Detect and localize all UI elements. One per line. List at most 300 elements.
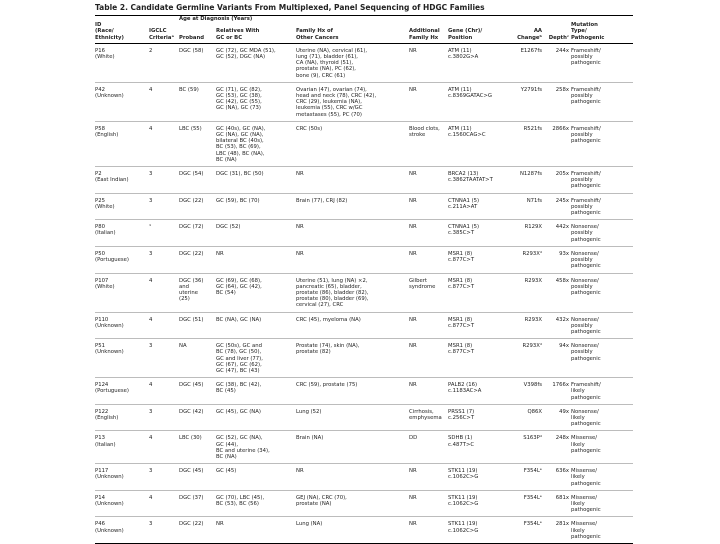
cell-line: Nonsense/ — [571, 316, 599, 323]
cell-relatives-gc-bc — [216, 490, 296, 517]
cell-gene-position — [448, 121, 507, 166]
cell-gene-position — [448, 220, 507, 247]
cell-line: Missense/ — [571, 468, 598, 475]
cell-depth: 281x — [555, 521, 570, 528]
cell-line: cervical (27), CRC — [296, 302, 344, 309]
cell-id — [95, 490, 149, 517]
cell-line: MSR1 (8) — [448, 316, 473, 323]
cell-line: P14 — [95, 494, 105, 501]
cell-line: Missense/ — [571, 521, 598, 528]
cell-line: pathogenic — [571, 263, 601, 270]
cell-line: c.1062C>G — [448, 474, 479, 481]
cell-line: STK11 (19) — [448, 494, 478, 501]
cell-line: likely — [571, 527, 585, 534]
cell-aa-change: F354Lᵉ — [523, 468, 543, 475]
cell-line: pathogenic — [571, 289, 601, 296]
cell-line: and — [179, 283, 189, 290]
cell-line: Lung (NA) — [296, 521, 323, 528]
cell-line: DGC (51) — [179, 316, 204, 323]
cell-aa-change: R293X — [524, 316, 543, 323]
cell-igclc-criteria: 3 — [149, 468, 153, 475]
cell-line: Nonsense/ — [571, 250, 599, 257]
cell-line: (Unknown) — [95, 474, 124, 481]
cell-depth: 636x — [555, 468, 570, 475]
cell-family-hx-other-cancers — [296, 490, 409, 517]
column-header-additional-family-hx — [409, 22, 448, 43]
cell-gene-position — [448, 167, 507, 194]
cell-line: GC or BC — [216, 34, 243, 41]
cell-line: NR — [409, 47, 417, 54]
cell-line: pathogenic — [571, 480, 601, 487]
cell-gene-position — [448, 464, 507, 491]
cell-line: NR — [216, 250, 224, 257]
cell-line: (Portuguese) — [95, 388, 129, 395]
cell-line: lung (71), bladder (61), — [296, 54, 358, 61]
cell-line: GEJ (NA), CRC (70), — [296, 494, 347, 501]
cell-line: GC (59), BC (70) — [216, 197, 260, 204]
cell-id — [95, 273, 149, 312]
cell-id — [95, 246, 149, 273]
cell-line: GC (71), GC (82), — [216, 86, 262, 93]
cell-id — [95, 339, 149, 378]
cell-additional-family-hx — [409, 220, 448, 247]
cell-line: BC (78), GC (50), — [216, 349, 262, 356]
cell-id — [95, 121, 149, 166]
cell-line: MSR1 (8) — [448, 277, 473, 284]
cell-line: syndrome — [409, 283, 436, 290]
cell-gene-position — [448, 193, 507, 220]
cell-line: c.8369GATAC>G — [448, 93, 493, 100]
cell-line: c.487T>C — [448, 441, 475, 448]
cell-line: (Unknown) — [95, 349, 124, 356]
cell-line: pathogenic — [571, 533, 601, 540]
cell-aa-change: Y2791fs — [520, 86, 543, 93]
cell-depth: 205x — [555, 171, 570, 178]
cell-line: GC (67), GC (62), — [216, 361, 262, 368]
cell-line: P16 — [95, 47, 105, 54]
cell-aa-change: F354Lᵉ — [523, 494, 543, 501]
cell-line: P51 — [95, 343, 105, 350]
cell-line: GC (70), LBC (45), — [216, 494, 265, 501]
cell-line: DGC (45) — [179, 382, 204, 389]
cell-line: NA — [179, 343, 187, 350]
cell-line: pathogenic — [571, 138, 601, 145]
cell-proband-age — [179, 246, 216, 273]
cell-line: c.1183AC>A — [448, 388, 482, 395]
cell-line: CRC (50s) — [296, 125, 323, 132]
cell-line: SDHB (1) — [448, 435, 473, 442]
cell-depth: 94x — [559, 343, 570, 350]
cell-family-hx-other-cancers — [296, 273, 409, 312]
cell-gene-position — [448, 82, 507, 121]
cell-additional-family-hx — [409, 464, 448, 491]
cell-line: NR — [409, 468, 417, 475]
cell-proband-age — [179, 431, 216, 464]
cell-line: possibly — [571, 322, 593, 329]
cell-line: Frameshift/ — [571, 86, 601, 93]
cell-line: P42 — [95, 86, 105, 93]
cell-line: c.385C>T — [448, 230, 475, 237]
cell-line: ID — [95, 22, 102, 29]
cell-igclc-criteria: 4 — [149, 277, 153, 284]
cell-line: GC and liver (77), — [216, 355, 263, 362]
table-row — [95, 121, 633, 166]
cell-igclc-criteria: 3 — [149, 408, 153, 415]
cell-igclc-criteria: 2 — [149, 47, 153, 54]
cell-family-hx-other-cancers — [296, 193, 409, 220]
cell-line: GC (45) — [216, 468, 237, 475]
cell-line: NR — [409, 382, 417, 389]
cell-igclc-criteria: 3 — [149, 521, 153, 528]
cell-line: DD — [409, 435, 418, 442]
cell-line: possibly — [571, 257, 593, 264]
table-row — [95, 273, 633, 312]
cell-mutation-type — [571, 431, 633, 464]
age-at-diagnosis-group-header: Age at Diagnosis (Years) — [179, 16, 253, 22]
cell-aa-change: S163Pᵈ — [523, 435, 543, 442]
cell-depth: 2866x — [552, 125, 570, 132]
cell-igclc-criteria: 3 — [149, 250, 153, 257]
cell-line: Frameshift/ — [571, 171, 601, 178]
cell-line: NR — [409, 86, 417, 93]
cell-line: GC (69), GC (68), — [216, 277, 262, 284]
cell-line: NR — [216, 521, 224, 528]
cell-line: Family Hx — [409, 34, 439, 41]
cell-line: GC (50s), GC and — [216, 343, 262, 350]
cell-proband-age — [179, 43, 216, 82]
cell-line: NR — [409, 250, 417, 257]
cell-relatives-gc-bc — [216, 273, 296, 312]
cell-line: possibly — [571, 93, 593, 100]
column-header-depth — [544, 22, 571, 43]
column-header-relatives-gc-bc — [216, 22, 296, 43]
cell-mutation-type — [571, 273, 633, 312]
cell-line: BRCA2 (13) — [448, 171, 479, 178]
cell-igclc-criteria: 4 — [149, 382, 153, 389]
cell-line: BC (54) — [216, 289, 236, 296]
cell-line: Uterine (NA), cervical (61), — [296, 47, 368, 54]
cell-igclc-criteria: 3 — [149, 197, 153, 204]
cell-family-hx-other-cancers — [296, 312, 409, 339]
table-row — [95, 167, 633, 194]
cell-line: P46 — [95, 521, 105, 528]
cell-line: NR — [296, 468, 304, 475]
cell-line: pathogenic — [571, 507, 601, 514]
cell-line: GC (53), GC (38), — [216, 93, 262, 100]
cell-line: c.877C>T — [448, 349, 475, 356]
table-row — [95, 220, 633, 247]
cell-line: Brain (77), CRJ (82) — [296, 197, 348, 204]
cell-depth: 432x — [555, 316, 570, 323]
cell-proband-age — [179, 339, 216, 378]
cell-additional-family-hx — [409, 273, 448, 312]
column-header-family-hx-other-cancers — [296, 22, 409, 43]
cell-line: NR — [409, 521, 417, 528]
cell-mutation-type — [571, 312, 633, 339]
cell-igclc-criteria: 4 — [149, 316, 153, 323]
cell-gene-position — [448, 43, 507, 82]
cell-aa-change: Q86X — [527, 408, 543, 415]
cell-line: MSR1 (8) — [448, 343, 473, 350]
cell-line: (25) — [179, 296, 190, 303]
cell-line: Proband — [179, 34, 205, 41]
cell-line: (White) — [95, 203, 115, 210]
cell-id — [95, 220, 149, 247]
cell-line: PALB2 (16) — [448, 382, 478, 389]
cell-mutation-type — [571, 464, 633, 491]
cell-additional-family-hx — [409, 404, 448, 431]
cell-line: c.3862TAATAT>T — [448, 177, 493, 184]
cell-relatives-gc-bc — [216, 82, 296, 121]
cell-line: Relatives With — [216, 28, 260, 35]
cell-line: c.1560CAG>C — [448, 132, 486, 139]
cell-line: ATM (11) — [448, 47, 472, 54]
cell-line: P25 — [95, 197, 105, 204]
cell-family-hx-other-cancers — [296, 404, 409, 431]
cell-mutation-type — [571, 167, 633, 194]
cell-relatives-gc-bc — [216, 167, 296, 194]
cell-proband-age — [179, 312, 216, 339]
cell-mutation-type — [571, 121, 633, 166]
cell-line: c.1062C>G — [448, 527, 479, 534]
cell-proband-age — [179, 273, 216, 312]
cell-igclc-criteria: 4 — [149, 86, 153, 93]
cell-family-hx-other-cancers — [296, 121, 409, 166]
cell-additional-family-hx — [409, 246, 448, 273]
cell-proband-age — [179, 464, 216, 491]
table-row — [95, 339, 633, 378]
cell-line: Nonsense/ — [571, 408, 599, 415]
cell-line: GC (38), BC (42), — [216, 382, 262, 389]
cell-line: c.3802G>A — [448, 54, 479, 61]
cell-aa-change: R129X — [524, 224, 543, 231]
cell-additional-family-hx — [409, 43, 448, 82]
variants-table-container — [95, 15, 633, 544]
cell-line: Family Hx of — [296, 28, 333, 35]
cell-igclc-criteria: 3 — [149, 343, 153, 350]
cell-proband-age — [179, 167, 216, 194]
cell-line: pathogenic — [571, 210, 601, 217]
cell-line: Nonsense/ — [571, 343, 599, 350]
cell-line: pathogenic — [571, 421, 601, 428]
cell-line: stroke — [409, 132, 426, 139]
cell-line: bone (9), CRC (61) — [296, 72, 346, 79]
cell-line: possibly — [571, 132, 593, 139]
cell-line: BC (NA), GC (NA) — [216, 316, 262, 323]
cell-line: Frameshift/ — [571, 382, 601, 389]
cell-family-hx-other-cancers — [296, 43, 409, 82]
cell-line: possibly — [571, 230, 593, 237]
cell-aa-change: N71fs — [526, 197, 543, 204]
cell-gene-position — [448, 246, 507, 273]
cell-line: Missense/ — [571, 435, 598, 442]
cell-line: GC (44), — [216, 441, 239, 448]
cell-line: GC (72), GC MDA (51), — [216, 47, 276, 54]
cell-line: Changeᵇ — [517, 34, 543, 41]
column-header-proband-age — [179, 22, 216, 43]
cell-mutation-type — [571, 404, 633, 431]
cell-aa-change: R293Xᵈ — [522, 250, 543, 257]
cell-mutation-type — [571, 193, 633, 220]
cell-line: NR — [409, 197, 417, 204]
cell-line: Additional — [409, 28, 440, 35]
cell-mutation-type — [571, 339, 633, 378]
table-body — [95, 43, 633, 543]
cell-line: metastases (55), PC (70) — [296, 111, 362, 118]
cell-id — [95, 404, 149, 431]
cell-additional-family-hx — [409, 312, 448, 339]
table-row — [95, 82, 633, 121]
cell-line: LBC (30) — [179, 435, 202, 442]
cell-line: GC (52), DGC (NA) — [216, 54, 266, 61]
cell-line: ATM (11) — [448, 86, 472, 93]
cell-line: possibly — [571, 283, 593, 290]
cell-line: (Unknown) — [95, 93, 124, 100]
cell-additional-family-hx — [409, 378, 448, 405]
cell-line: BC (59) — [179, 86, 199, 93]
cell-line: (Portuguese) — [95, 257, 129, 264]
cell-line: leukemia (55), CRC w/GC — [296, 105, 363, 112]
cell-line: pathogenic — [571, 328, 601, 335]
cell-line: DGC (72) — [179, 224, 204, 231]
cell-line: pathogenic — [571, 236, 601, 243]
cell-line: PRSS1 (7) — [448, 408, 475, 415]
cell-id — [95, 43, 149, 82]
cell-gene-position — [448, 404, 507, 431]
cell-line: c.877C>T — [448, 283, 475, 290]
cell-line: possibly — [571, 177, 593, 184]
cell-additional-family-hx — [409, 431, 448, 464]
cell-relatives-gc-bc — [216, 312, 296, 339]
table-row — [95, 404, 633, 431]
cell-line: Uterine (51), lung (NA) ×2, — [296, 277, 368, 284]
cell-id — [95, 167, 149, 194]
cell-line: BC and uterine (34), — [216, 447, 270, 454]
cell-line: GC (NA), GC (NA), — [216, 132, 264, 139]
table-row — [95, 378, 633, 405]
cell-line: DGC (37) — [179, 494, 204, 501]
cell-line: DGC (22) — [179, 521, 204, 528]
cell-family-hx-other-cancers — [296, 431, 409, 464]
cell-line: (Race/ — [95, 28, 114, 35]
cell-line: Frameshift/ — [571, 197, 601, 204]
cell-line: c.211A>AT — [448, 203, 478, 210]
cell-line: Nonsense/ — [571, 277, 599, 284]
cell-line: Frameshift/ — [571, 47, 601, 54]
cell-line: BC (53), BC (56) — [216, 500, 259, 507]
cell-line: (Unknown) — [95, 527, 124, 534]
cell-mutation-type — [571, 220, 633, 247]
cell-line: NR — [409, 494, 417, 501]
cell-line: Ovarian (47), ovarian (74), — [296, 86, 367, 93]
cell-relatives-gc-bc — [216, 378, 296, 405]
cell-relatives-gc-bc — [216, 464, 296, 491]
cell-relatives-gc-bc — [216, 339, 296, 378]
cell-line: uterine — [179, 289, 198, 296]
cell-line: BC (NA) — [216, 156, 237, 163]
cell-line: DGC (42) — [179, 408, 204, 415]
cell-depth: 442x — [555, 224, 570, 231]
cell-line: CA (NA), thyroid (51), — [296, 60, 354, 67]
cell-igclc-criteria: 4 — [149, 435, 153, 442]
cell-depth: 244x — [555, 47, 570, 54]
cell-line: (English) — [95, 414, 119, 421]
column-header-aa-change — [507, 22, 544, 43]
cell-line: likely — [571, 388, 585, 395]
variants-table — [95, 15, 633, 544]
cell-igclc-criteria: ¹ — [149, 224, 152, 231]
cell-id — [95, 378, 149, 405]
cell-line: c.877C>T — [448, 257, 475, 264]
cell-line: DGC (54) — [179, 171, 204, 178]
cell-line: CRC (59), prostate (75) — [296, 382, 358, 389]
cell-relatives-gc-bc — [216, 43, 296, 82]
table-row — [95, 43, 633, 82]
cell-depth: 245x — [555, 197, 570, 204]
cell-line: P107 — [95, 277, 109, 284]
cell-proband-age — [179, 378, 216, 405]
cell-family-hx-other-cancers — [296, 220, 409, 247]
cell-mutation-type — [571, 43, 633, 82]
cell-additional-family-hx — [409, 490, 448, 517]
cell-igclc-criteria: 4 — [149, 494, 153, 501]
cell-line: Pathogenic — [571, 34, 605, 41]
cell-line: DGC (58) — [179, 47, 204, 54]
cell-line: IGCLC — [149, 28, 167, 35]
cell-line: Brain (NA) — [296, 435, 324, 442]
cell-family-hx-other-cancers — [296, 246, 409, 273]
cell-line: (Unknown) — [95, 322, 124, 329]
cell-id — [95, 464, 149, 491]
cell-line: prostate (NA), PC (62), — [296, 66, 356, 73]
cell-depth: 458x — [555, 277, 570, 284]
cell-aa-change: R521fs — [523, 125, 543, 132]
cell-line: (English) — [95, 132, 119, 139]
cell-line: P122 — [95, 408, 109, 415]
cell-line: DGC (36) — [179, 277, 204, 284]
cell-line: possibly — [571, 54, 593, 61]
cell-line: pathogenic — [571, 394, 601, 401]
cell-line: bilateral BC (40s), — [216, 138, 264, 145]
cell-id — [95, 312, 149, 339]
cell-depth: 49x — [559, 408, 570, 415]
table-row — [95, 431, 633, 464]
cell-depth: 93x — [559, 250, 570, 257]
cell-line: prostate (86), bladder (82), — [296, 289, 369, 296]
cell-line: (White) — [95, 54, 115, 61]
cell-line: pancreatic (65), bladder, — [296, 283, 362, 290]
cell-line: emphysema — [409, 414, 442, 421]
cell-line: GC (52), GC (NA), — [216, 435, 263, 442]
cell-line: (Italian) — [95, 441, 116, 448]
cell-line: Depthᶜ — [548, 34, 570, 41]
cell-line: Cirrhosis, — [409, 408, 434, 415]
table-header — [95, 16, 633, 44]
cell-line: GC (64), GC (42), — [216, 283, 262, 290]
cell-line: Blood clots, — [409, 125, 440, 132]
cell-gene-position — [448, 312, 507, 339]
cell-family-hx-other-cancers — [296, 82, 409, 121]
cell-line: NR — [296, 224, 304, 231]
column-header-id — [95, 22, 149, 43]
cell-additional-family-hx — [409, 193, 448, 220]
cell-line: CTNNA1 (5) — [448, 224, 480, 231]
cell-proband-age — [179, 82, 216, 121]
cell-line: (Unknown) — [95, 500, 124, 507]
cell-line: Gene (Chr)/ — [448, 28, 483, 35]
cell-line: likely — [571, 414, 585, 421]
cell-line: P58 — [95, 125, 105, 132]
